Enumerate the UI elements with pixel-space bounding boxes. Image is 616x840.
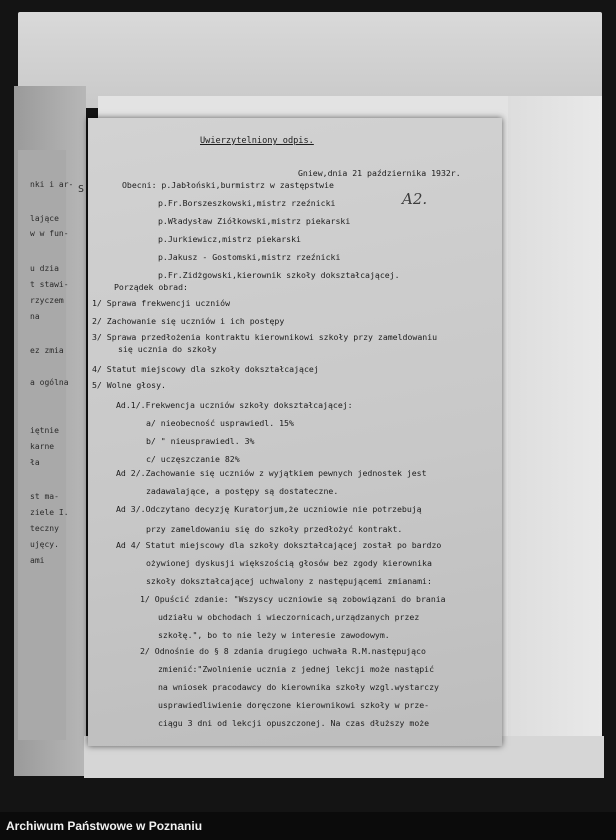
left-fragment: ła bbox=[30, 458, 40, 467]
text-line: przy zameldowaniu się do szkoły przedłożyć kontrakt. bbox=[146, 524, 403, 534]
text-line: a/ nieobecność usprawiedl. 15% bbox=[146, 418, 294, 428]
text-line: zmienić:"Zwolnienie ucznia z jednej lekcji może nastąpić bbox=[158, 664, 435, 674]
text-line: ciągu 3 dni od lekcji opuszczonej. Na czas dłuższy może bbox=[158, 718, 430, 728]
text-line: 2/ Odnośnie do § 8 zdania drugiego uchwała R.M.następująco bbox=[140, 646, 426, 656]
archive-label: Archiwum Państwowe w Poznaniu bbox=[6, 819, 203, 833]
place-date: Gniew,dnia 21 października 1932r. bbox=[298, 168, 461, 178]
left-fragment: iętnie bbox=[30, 426, 59, 435]
text-line: zadawalające, a postępy są dostateczne. bbox=[146, 486, 339, 496]
text-line: 2/ Zachowanie się uczniów i ich postępy bbox=[92, 316, 285, 326]
left-fragment: rzyczem bbox=[30, 296, 64, 305]
text-line: p.Jakusz - Gostomski,mistrz rzeźnicki bbox=[158, 252, 341, 262]
left-fragment: a ogólna bbox=[30, 378, 69, 387]
text-line: 5/ Wolne głosy. bbox=[92, 380, 166, 390]
text-line: usprawiedliwienie doręczone kierownikowi szkoły w prze- bbox=[158, 700, 430, 710]
text-line: udziału w obchodach i wieczornicach,urządzanych przez bbox=[158, 612, 420, 622]
text-line: szkołę.", bo to nie leży w interesie zawodowym. bbox=[158, 630, 390, 640]
archive-footer bbox=[0, 812, 616, 840]
text-line: Obecni: p.Jabłoński,burmistrz w zastępstwie bbox=[122, 180, 334, 190]
text-line: szkoły dokształcającej uchwalony z następującemi zmianami: bbox=[146, 576, 432, 586]
left-fragment: karne bbox=[30, 442, 55, 451]
left-fragment: u dzia bbox=[30, 264, 59, 273]
text-line: b/ " nieusprawiedl. 3% bbox=[146, 436, 255, 446]
left-fragment: t stawi- bbox=[30, 280, 69, 289]
left-fragment: S bbox=[78, 184, 85, 195]
text-line: Ad.1/.Frekwencja uczniów szkoły dokształcającej: bbox=[116, 400, 353, 410]
top-paper-sheet bbox=[18, 12, 602, 108]
left-fragment: teczny bbox=[30, 524, 59, 533]
left-fragment: lające bbox=[30, 214, 59, 223]
left-fragment: na bbox=[30, 312, 40, 321]
text-line: Porządek obrad: bbox=[114, 282, 188, 292]
text-line: Ad 4/ Statut miejscowy dla szkoły dokształcającej został po bardzo bbox=[116, 540, 442, 550]
reference-mark: A2. bbox=[402, 190, 428, 208]
text-line: c/ uczęszczanie 82% bbox=[146, 454, 240, 464]
text-line: na wniosek pracodawcy do kierownika szkoły wzgl.wystarczy bbox=[158, 682, 439, 692]
left-fragment: ziele I. bbox=[30, 508, 69, 517]
text-line: się ucznia do szkoły bbox=[118, 344, 217, 354]
left-fragment: ami bbox=[30, 556, 45, 565]
document-title: Uwierzytelniony odpis. bbox=[200, 136, 314, 146]
text-line: 1/ Opuścić zdanie: "Wszyscy uczniowie są zobowiązani do brania bbox=[140, 594, 446, 604]
text-line: p.Fr.Borszeszkowski,mistrz rzeźnicki bbox=[158, 198, 336, 208]
text-line: ożywionej dyskusji większością głosów bez zgody kierownika bbox=[146, 558, 432, 568]
right-paper-edge bbox=[500, 96, 602, 776]
text-line: 1/ Sprawa frekwencji uczniów bbox=[92, 298, 231, 308]
text-line: Ad 3/.Odczytano decyzję Kuratorjum,że uczniowie nie potrzebują bbox=[116, 504, 422, 514]
text-line: p.Jurkiewicz,mistrz piekarski bbox=[158, 234, 301, 244]
left-fragment: ujęcy. bbox=[30, 540, 59, 549]
text-line: 3/ Sprawa przedłożenia kontraktu kierownikowi szkoły przy zameldowaniu bbox=[92, 332, 438, 342]
text-line: 4/ Statut miejscowy dla szkoły dokształcającej bbox=[92, 364, 319, 374]
left-fragment: ez zmia bbox=[30, 346, 64, 355]
left-fragment: nki i ar- bbox=[30, 180, 74, 189]
left-fragment: st ma- bbox=[30, 492, 59, 501]
text-line: p.Fr.Zidżgowski,kierownik szkoły dokształcającej. bbox=[158, 270, 400, 280]
document-page bbox=[88, 118, 502, 746]
text-line: Ad 2/.Zachowanie się uczniów z wyjątkiem pewnych jednostek jest bbox=[116, 468, 427, 478]
left-fragment: w w fun- bbox=[30, 229, 69, 238]
text-line: p.Władysław Ziółkowski,mistrz piekarski bbox=[158, 216, 351, 226]
